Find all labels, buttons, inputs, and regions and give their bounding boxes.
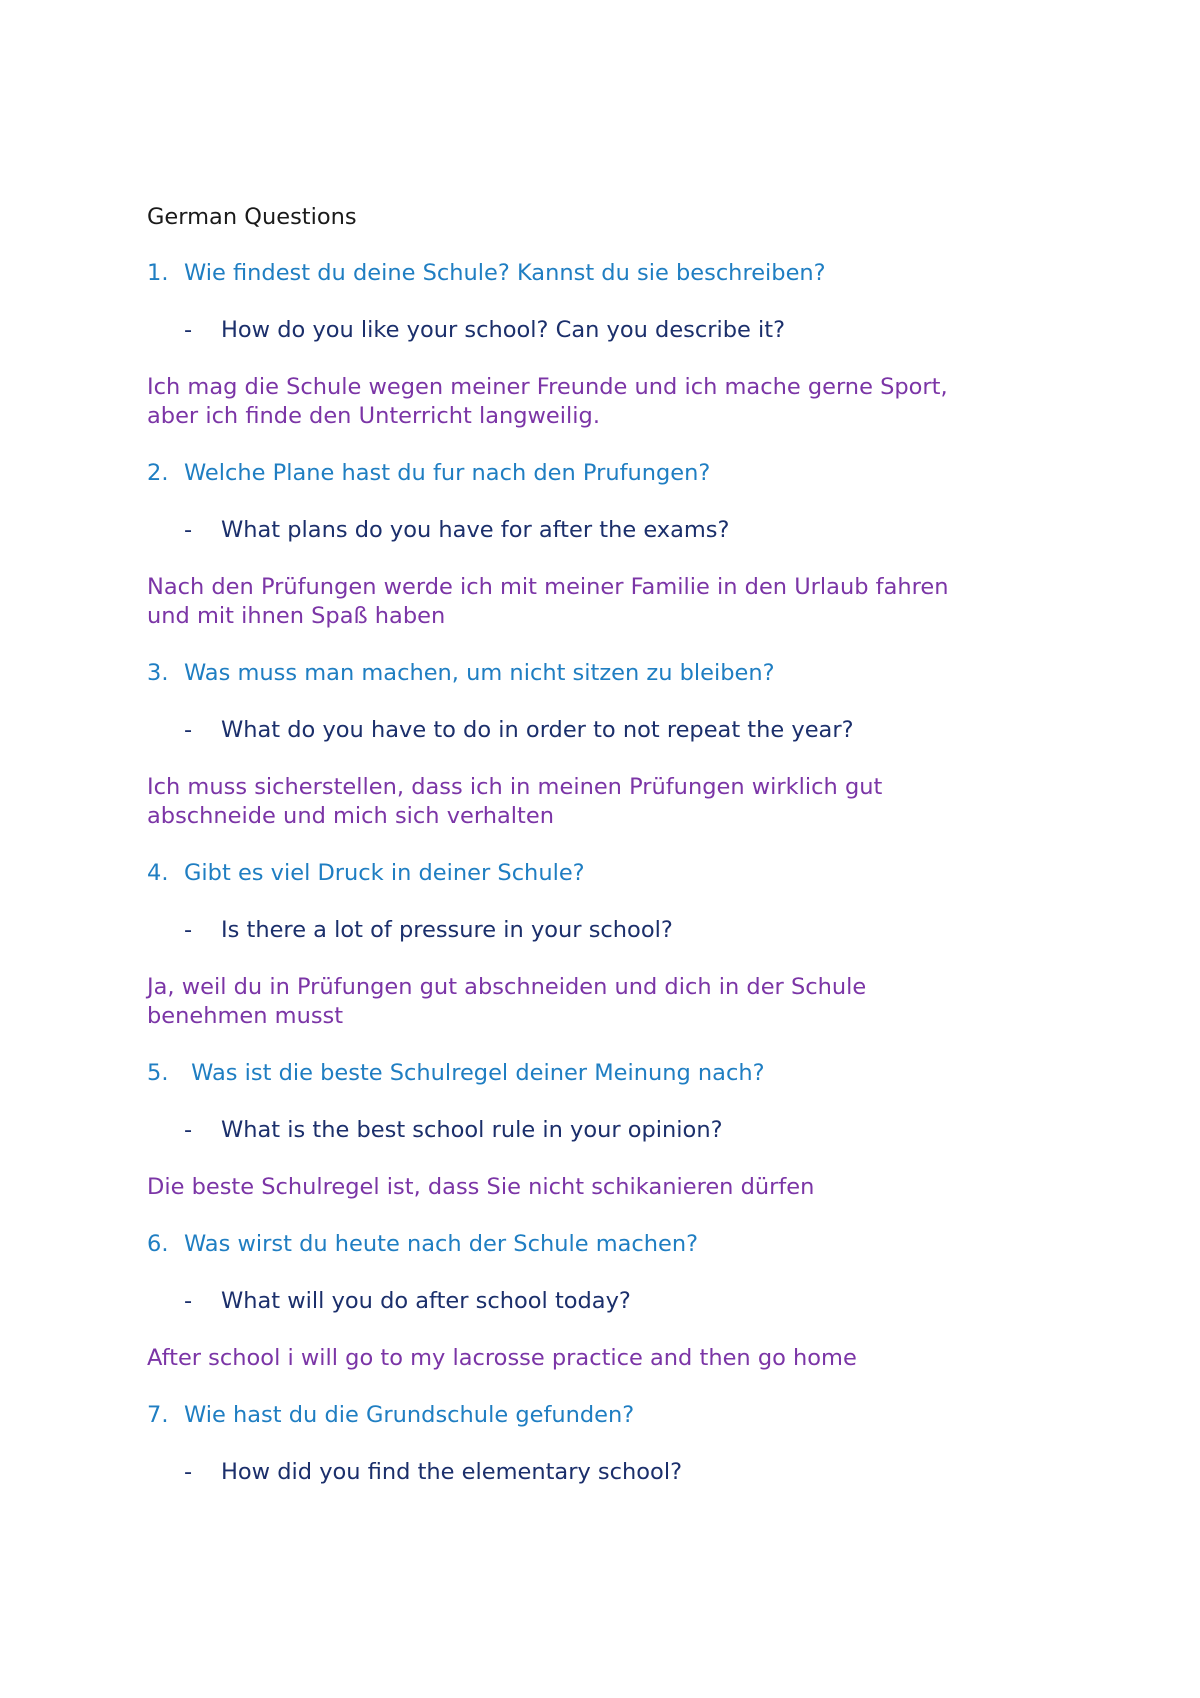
translation-item bbox=[147, 1116, 1047, 1145]
answer-text bbox=[147, 573, 1047, 631]
question-text: Was ist die beste Schulregel deiner Meinung nach? bbox=[184, 1060, 765, 1086]
question-text: Gibt es viel Druck in deiner Schule? bbox=[184, 860, 585, 886]
question-item bbox=[147, 859, 1047, 888]
translation-item bbox=[147, 316, 1047, 345]
question-list bbox=[147, 259, 1047, 1487]
document-content bbox=[147, 203, 1047, 1515]
question-item bbox=[147, 1401, 1047, 1430]
question-number: 6. bbox=[147, 1231, 169, 1257]
question-number: 1. bbox=[147, 260, 169, 286]
answer-line: Ja, weil du in Prüfungen gut abschneiden und dich in der Schule bbox=[147, 974, 867, 1000]
answer-text bbox=[147, 773, 1047, 831]
translation-item bbox=[147, 1458, 1047, 1487]
question-number: 5. bbox=[147, 1060, 169, 1086]
answer-line: After school i will go to my lacrosse practice and then go home bbox=[147, 1345, 857, 1371]
question-number: 3. bbox=[147, 660, 169, 686]
answer-line: Die beste Schulregel ist, dass Sie nicht schikanieren dürfen bbox=[147, 1174, 815, 1200]
answer-line: und mit ihnen Spaß haben bbox=[147, 603, 446, 629]
answer-line: Ich mag die Schule wegen meiner Freunde und ich mache gerne Sport, bbox=[147, 374, 948, 400]
translation-item bbox=[147, 516, 1047, 545]
question-text: Wie hast du die Grundschule gefunden? bbox=[184, 1402, 635, 1428]
translation-item bbox=[147, 916, 1047, 945]
bullet-dash: - bbox=[184, 717, 193, 743]
question-text: Welche Plane hast du fur nach den Prufungen? bbox=[184, 460, 711, 486]
translation-text: What plans do you have for after the exams? bbox=[221, 517, 730, 543]
answer-line: aber ich finde den Unterricht langweilig. bbox=[147, 403, 600, 429]
answer-text bbox=[147, 373, 1047, 431]
answer-line: Ich muss sicherstellen, dass ich in meinen Prüfungen wirklich gut bbox=[147, 774, 883, 800]
answer-text bbox=[147, 1344, 1047, 1373]
question-item bbox=[147, 1059, 1047, 1088]
bullet-dash: - bbox=[184, 317, 193, 343]
bullet-dash: - bbox=[184, 1288, 193, 1314]
question-text: Wie findest du deine Schule? Kannst du sie beschreiben? bbox=[184, 260, 826, 286]
bullet-dash: - bbox=[184, 517, 193, 543]
translation-text: How did you find the elementary school? bbox=[221, 1459, 683, 1485]
bullet-dash: - bbox=[184, 1117, 193, 1143]
translation-text: What will you do after school today? bbox=[221, 1288, 631, 1314]
question-number: 7. bbox=[147, 1402, 169, 1428]
answer-text bbox=[147, 1173, 1047, 1202]
question-text: Was wirst du heute nach der Schule machen? bbox=[184, 1231, 699, 1257]
translation-item bbox=[147, 1287, 1047, 1316]
translation-text: What do you have to do in order to not repeat the year? bbox=[221, 717, 854, 743]
question-item bbox=[147, 459, 1047, 488]
answer-line: abschneide und mich sich verhalten bbox=[147, 803, 554, 829]
bullet-dash: - bbox=[184, 1459, 193, 1485]
translation-item bbox=[147, 716, 1047, 745]
translation-text: Is there a lot of pressure in your school? bbox=[221, 917, 673, 943]
answer-text bbox=[147, 973, 1047, 1031]
question-item bbox=[147, 659, 1047, 688]
question-text: Was muss man machen, um nicht sitzen zu bleiben? bbox=[184, 660, 775, 686]
question-number: 4. bbox=[147, 860, 169, 886]
document-title: German Questions bbox=[147, 204, 357, 230]
translation-text: How do you like your school? Can you describe it? bbox=[221, 317, 786, 343]
bullet-dash: - bbox=[184, 917, 193, 943]
answer-line: Nach den Prüfungen werde ich mit meiner Familie in den Urlaub fahren bbox=[147, 574, 949, 600]
translation-text: What is the best school rule in your opinion? bbox=[221, 1117, 723, 1143]
answer-line: benehmen musst bbox=[147, 1003, 344, 1029]
question-item bbox=[147, 259, 1047, 288]
question-number: 2. bbox=[147, 460, 169, 486]
question-item bbox=[147, 1230, 1047, 1259]
